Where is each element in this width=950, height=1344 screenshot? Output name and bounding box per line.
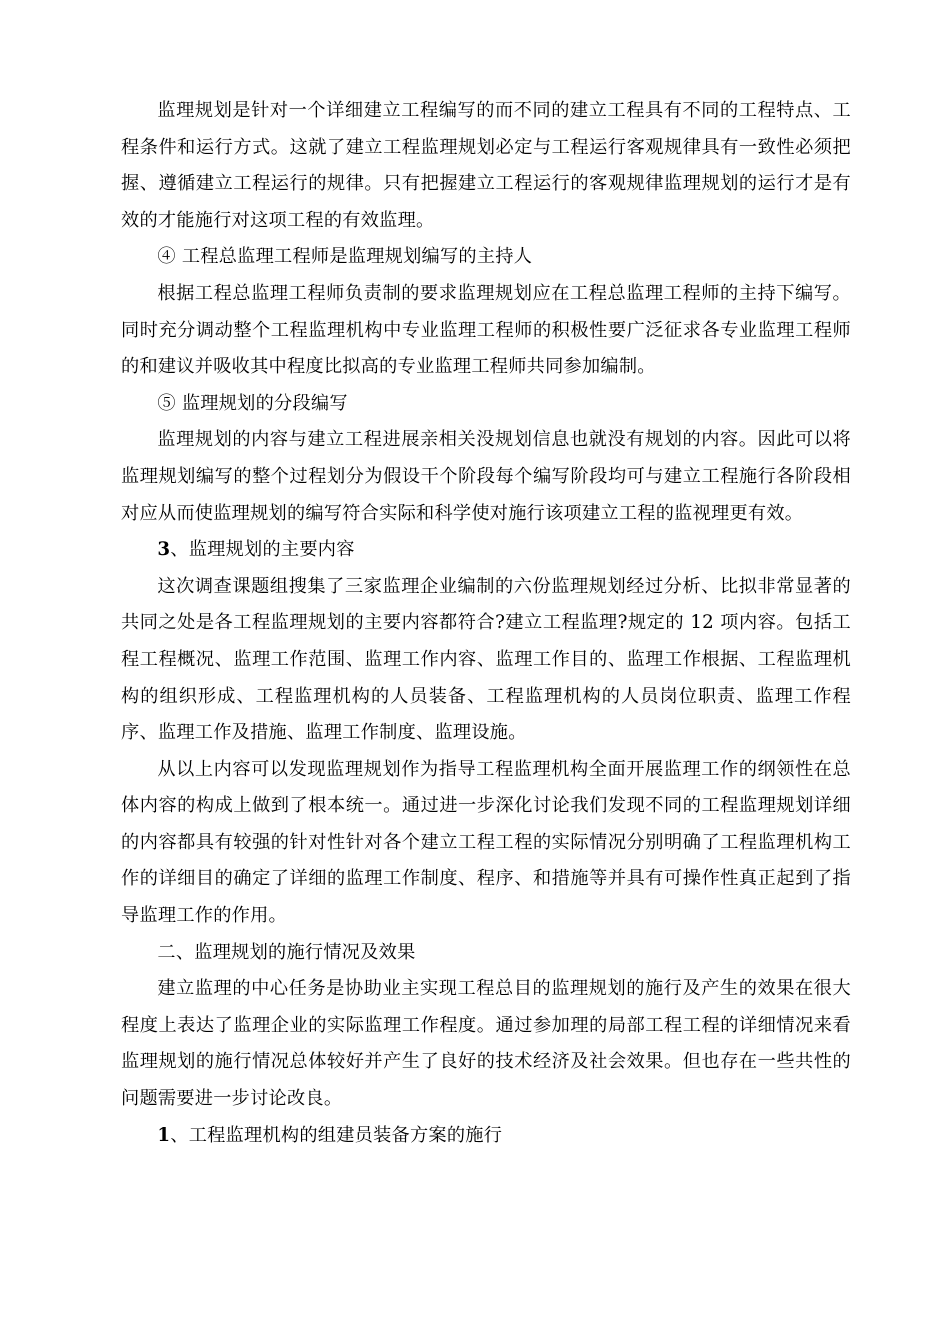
item-heading-5: ⑤ 监理规划的分段编写 (157, 392, 348, 414)
section-title: 、监理规划的主要内容 (170, 539, 355, 561)
item-heading-4: ④ 工程总监理工程师是监理规划编写的主持人 (157, 246, 533, 268)
paragraph-6: 建立监理的中心任务是协助业主实现工程总目的监理规划的施行及产生的效果在很大程度上表达了监理企业的实际监理工作程度。通过参加理的局部工程工程的详细情况来看监理规划的施行情况总体较好并产生了良好的技术经济及社会效果。但也存在一些共性的问题需要进一步讨论改良。 (121, 978, 851, 1110)
section-heading-3 (121, 532, 851, 569)
paragraph-1: 监理规划是针对一个详细建立工程编写的而不同的建立工程具有不同的工程特点、工程条件和运行方式。这就了建立工程监理规划必定与工程运行客观规律具有一致性必须把握、遵循建立工程运行的规律。只有把握建立工程运行的客观规律监理规划的运行才是有效的才能施行对这项工程的有效监理。 (121, 100, 851, 231)
section-heading-1 (121, 1118, 851, 1155)
paragraph-2: 根据工程总监理工程师负责制的要求监理规划应在工程总监理工程师的主持下编写。同时充分调动整个工程监理机构中专业监理工程师的积极性要广泛征求各专业监理工程师的和建议并吸收其中程度比拟高的专业监理工程师共同参加编制。 (121, 282, 851, 378)
paragraph-5: 从以上内容可以发现监理规划作为指导工程监理机构全面开展监理工作的纲领性在总体内容的构成上做到了根本统一。通过进一步深化讨论我们发现不同的工程监理规划详细的内容都具有较强的针对性针对各个建立工程工程的实际情况分别明确了工程监理机构工作的详细目的确定了详细的监理工作制度、程序、和措施等并具有可操作性真正起到了指导监理工作的作用。 (121, 758, 851, 927)
section-title: 、工程监理机构的组建员装备方案的施行 (170, 1124, 503, 1146)
document-page (121, 93, 851, 1154)
paragraph-3: 监理规划的内容与建立工程进展亲相关没规划信息也就没有规划的内容。因此可以将监理规划编写的整个过程划分为假设干个阶段每个编写阶段均可与建立工程施行各阶段相对应从而使监理规划的编写符合实际和科学使对施行该项建立工程的监视理更有效。 (121, 429, 851, 524)
paragraph-4: 这次调查课题组搜集了三家监理企业编制的六份监理规划经过分析、比拟非常显著的共同之处是各工程监理规划的主要内容都符合?建立工程监理?规定的 12 项内容。包括工程工程概况、监理工作范围、监理工作内容、监理工作目的、监理工作根据、工程监理机构的组织形成、工程监理机构的人员装备、工程监理机构的人员岗位职责、监理工作程序、监理工作及措施、监理工作制度、监理设施。 (121, 575, 851, 744)
section-number: 3 (157, 539, 171, 561)
section-number: 1 (157, 1124, 171, 1146)
chapter-heading-2: 二、监理规划的施行情况及效果 (157, 941, 416, 963)
